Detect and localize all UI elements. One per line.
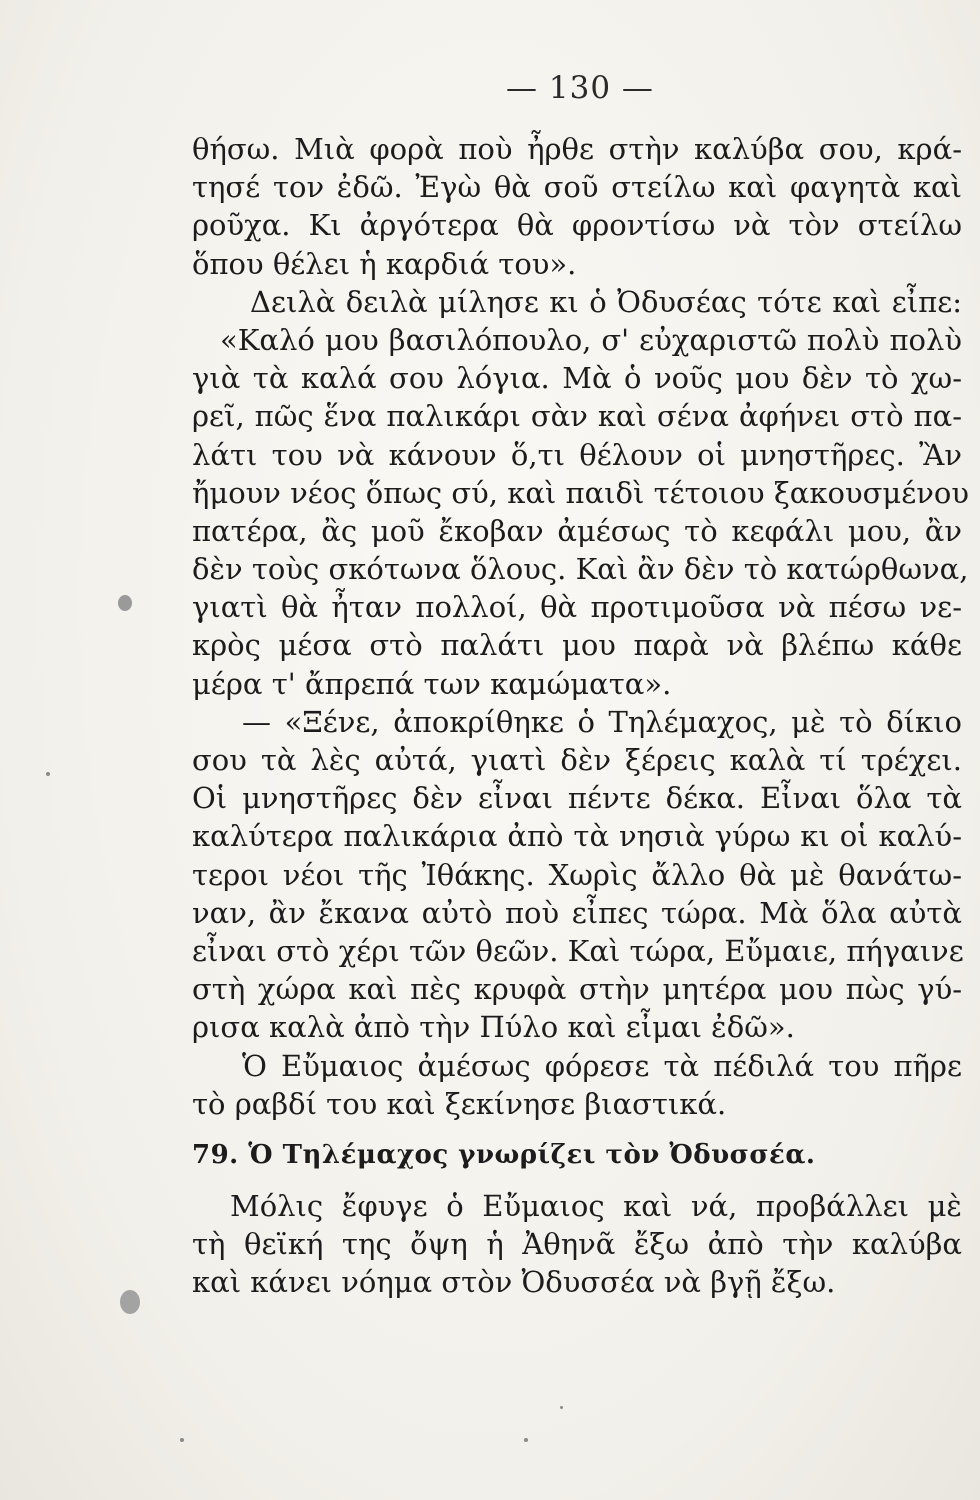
text-line: Μόλις ἔφυγε ὁ Εὔμαιος καὶ νά, προβάλλει μὲ — [230, 1188, 962, 1223]
text-line: τὸ ραβδί του καὶ ξεκίνησε βιαστικά. — [192, 1086, 727, 1121]
text-line: Οἱ μνηστῆρες δὲν εἶναι πέντε δέκα. Εἶναι ὅλα τὰ — [192, 781, 962, 816]
text-line: μέρα τ' ἄπρεπά των καμώματα». — [192, 666, 672, 701]
text-line: ὅπου θέλει ἡ καρδιά του». — [192, 246, 577, 281]
text-line: δὲν τοὺς σκότωνα ὅλους. Καὶ ἂν δὲν τὸ κατώρθωνα, — [192, 552, 969, 587]
paper-speck — [46, 772, 50, 776]
paragraph-1 — [192, 130, 962, 283]
text-line: τεροι νέοι τῆς Ἰθάκης. Χωρὶς ἄλλο θὰ μὲ θανάτω- — [192, 857, 962, 892]
text-line: ναν, ἂν ἔκανα αὐτὸ ποὺ εἶπες τώρα. Μὰ ὅλα αὐτὰ — [192, 895, 962, 930]
text-line: ροῦχα. Κι ἀργότερα θὰ φροντίσω νὰ τὸν στείλω — [192, 208, 962, 243]
text-line: καλύτερα παλικάρια ἀπὸ τὰ νησιὰ γύρω κι οἱ καλύ- — [192, 819, 962, 854]
text-line: σου τὰ λὲς αὐτά, γιατὶ δὲν ξέρεις καλὰ τί τρέχει. — [192, 743, 962, 777]
section-heading: 79. Ὁ Τηλέμαχος γνωρίζει τὸν Ὀδυσσέα. — [192, 1139, 816, 1170]
paper-speck — [118, 595, 132, 611]
text-line: ρισα καλὰ ἀπὸ τὴν Πύλο καὶ εἶμαι ἐδῶ». — [192, 1010, 795, 1045]
text-line: τὴ θεϊκή της ὄψη ἡ Ἀθηνᾶ ἔξω ἀπὸ τὴν καλύβα — [192, 1227, 962, 1262]
text-line: λάτι του νὰ κάνουν ὅ,τι θέλουν οἱ μνηστῆρες. Ἂν — [192, 437, 962, 472]
body-text — [192, 130, 969, 1301]
text-line: καὶ κάνει νόημα στὸν Ὀδυσσέα νὰ βγῇ ἔξω. — [192, 1265, 836, 1300]
paper-speck — [120, 1290, 140, 1314]
text-line: θήσω. Μιὰ φορὰ ποὺ ἦρθε στὴν καλύβα σου, κρά- — [192, 132, 962, 166]
text-line: — «Ξένε, ἀποκρίθηκε ὁ Τηλέμαχος, μὲ τὸ δίκιο — [242, 704, 962, 739]
paragraph-3 — [192, 703, 962, 1047]
paragraph-4 — [192, 1047, 962, 1123]
paragraph-5 — [192, 1187, 962, 1302]
paragraph-2 — [192, 283, 969, 703]
text-line: «Καλό μου βασιλόπουλο, σ' εὐχαριστῶ πολὺ πολὺ — [220, 322, 962, 357]
text-line: ρεῖ, πῶς ἕνα παλικάρι σὰν καὶ σένα ἀφήνει στὸ πα- — [192, 399, 962, 434]
text-line: εἶναι στὸ χέρι τῶν θεῶν. Καὶ τώρα, Εὔμαιε, πήγαινε — [192, 933, 964, 968]
text-line: πατέρα, ἂς μοῦ ἔκοβαν ἀμέσως τὸ κεφάλι μου, ἂν — [192, 513, 962, 548]
text-line: ἤμουν νέος ὅπως σύ, καὶ παιδὶ τέτοιου ξακουσμένου — [192, 475, 969, 510]
text-line: κρὸς μέσα στὸ παλάτι μου παρὰ νὰ βλέπω κάθε — [192, 628, 962, 663]
text-line: γιατὶ θὰ ἦταν πολλοί, θὰ προτιμοῦσα νὰ πέσω νε- — [192, 590, 962, 625]
paper-speck — [560, 1406, 563, 1409]
paper-speck — [524, 1438, 528, 1442]
text-line: Ὁ Εὔμαιος ἀμέσως φόρεσε τὰ πέδιλά του πῆρε — [242, 1048, 962, 1083]
text-line: γιὰ τὰ καλά σου λόγια. Μὰ ὁ νοῦς μου δὲν τὸ χω- — [192, 361, 962, 396]
page-number: — 130 — — [506, 70, 654, 106]
paper-speck — [180, 1438, 184, 1442]
text-line: Δειλὰ δειλὰ μίλησε κι ὁ Ὀδυσέας τότε καὶ εἶπε: — [250, 284, 962, 319]
text-line: τησέ τον ἐδῶ. Ἐγὼ θὰ σοῦ στείλω καὶ φαγητὰ καὶ — [192, 170, 962, 205]
text-line: στὴ χώρα καὶ πὲς κρυφὰ στὴν μητέρα μου πὼς γύ- — [192, 972, 962, 1007]
